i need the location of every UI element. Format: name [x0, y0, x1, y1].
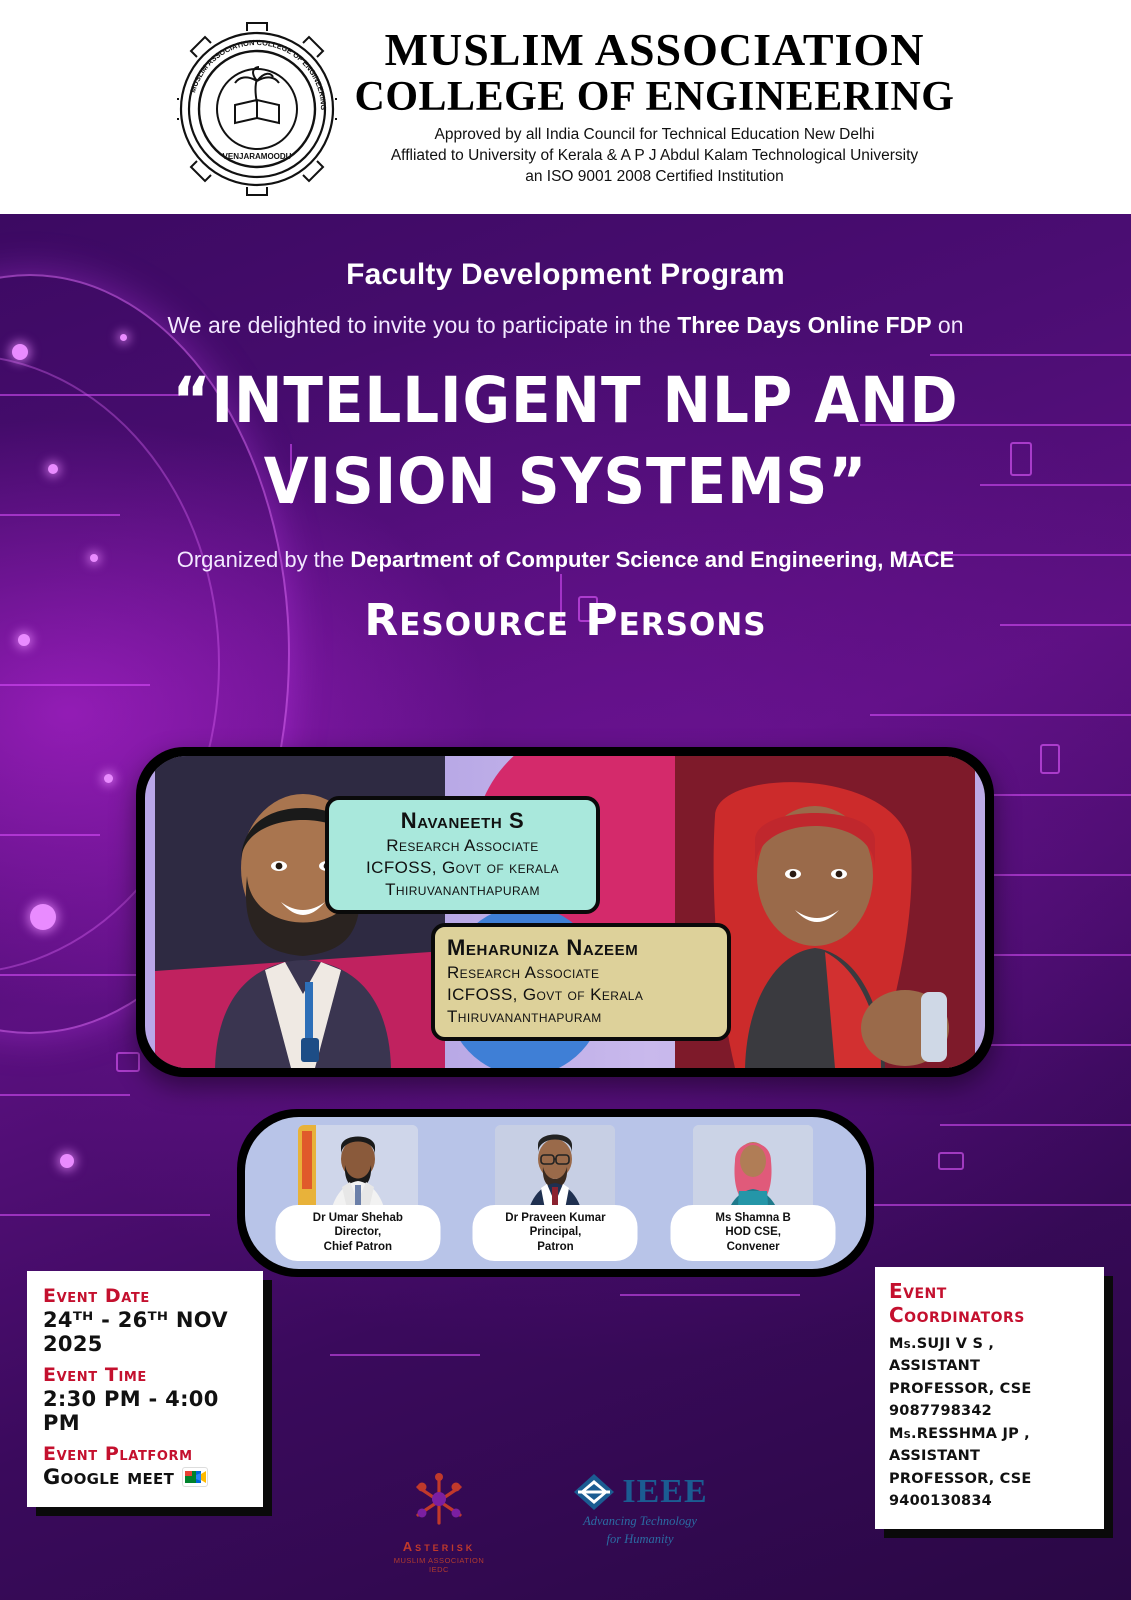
patron-item — [273, 1117, 443, 1269]
ieee-diamond-icon — [572, 1472, 616, 1512]
speaker-1-place: Thiruvananthapuram — [385, 880, 540, 899]
organized-department: Department of Computer Science and Engineering, MACE — [350, 546, 955, 572]
asterisk-subtitle: MUSLIM ASSOCIATION IEDC — [393, 1556, 485, 1574]
invite-suffix: on — [931, 312, 964, 338]
speaker-2-nameplate — [431, 923, 731, 1041]
event-date-value: 24ᵀᴴ - 26ᵀᴴ NOV 2025 — [43, 1308, 228, 1356]
patron-3-designation: HOD CSE, — [725, 1226, 781, 1239]
asterisk-logo — [383, 1469, 495, 1574]
speaker-1-org: ICFOSS, Govt of kerala — [366, 858, 559, 877]
institution-name-line2: COLLEGE OF ENGINEERING — [354, 74, 955, 121]
affiliation-text: Affliated to University of Kerala & A P J Abdul Kalam Technological University — [390, 147, 919, 165]
speaker-2-org: ICFOSS, Govt of Kerala — [447, 985, 644, 1004]
patron-1-label — [275, 1205, 440, 1261]
college-logo — [177, 17, 337, 197]
coordinator-line: 9087798342 — [889, 1403, 992, 1420]
patron-2-name: Dr Praveen Kumar — [505, 1211, 606, 1224]
patron-2-role: Patron — [537, 1240, 574, 1253]
institution-name-line1: MUSLIM ASSOCIATION — [384, 23, 925, 75]
patron-item — [470, 1117, 640, 1269]
college-header — [0, 0, 1131, 214]
resource-persons-heading: Resource Persons — [364, 594, 767, 646]
organizer-text — [0, 547, 1131, 573]
coordinators-title: Event Coordinators — [889, 1279, 1025, 1327]
speaker-2-place: Thiruvananthapuram — [447, 1007, 602, 1026]
google-meet-icon — [182, 1467, 208, 1487]
certification-text: an ISO 9001 2008 Certified Institution — [525, 168, 784, 186]
speaker-2-role: Research Associate — [447, 963, 600, 982]
coordinator-line: ASSISTANT PROFESSOR, CSE — [889, 1448, 1032, 1487]
patron-3-role: Convener — [726, 1240, 780, 1253]
ieee-tagline-line1: Advancing Technology — [583, 1514, 697, 1528]
svg-text:MUSLIM ASSOCIATION COLLEGE OF: MUSLIM ASSOCIATION COLLEGE OF ENGINEERING — [187, 37, 328, 111]
patron-1-role: Chief Patron — [323, 1240, 393, 1253]
fdp-title-line1: “INTELLIGENT NLP AND — [172, 364, 959, 437]
program-type: Faculty Development Program — [346, 258, 785, 291]
coordinator-line: 9400130834 — [889, 1493, 992, 1510]
speaker-2-name: Meharuniza Nazeem — [447, 935, 639, 960]
coordinator-line: Ms.SUJI V S , — [889, 1336, 995, 1352]
ieee-logo — [560, 1472, 720, 1547]
poster-body — [0, 214, 1131, 1600]
ieee-tagline-line2: for Humanity — [606, 1531, 674, 1546]
event-platform-value: Google meet — [43, 1465, 175, 1489]
event-platform-label: Event Platform — [43, 1443, 193, 1465]
approval-text: Approved by all India Council for Technical Education New Delhi — [434, 126, 875, 144]
ieee-wordmark: IEEE — [622, 1473, 708, 1510]
patron-1-name: Dr Umar Shehab — [312, 1211, 403, 1224]
svg-text:VENJARAMOODU: VENJARAMOODU — [222, 152, 291, 161]
patron-3-label — [671, 1205, 836, 1261]
patron-1-designation: Director, — [334, 1226, 382, 1239]
speaker-1-nameplate — [325, 796, 600, 914]
event-date-label: Event Date — [43, 1285, 150, 1307]
patron-2-label — [473, 1205, 638, 1261]
event-details-box — [27, 1271, 263, 1507]
patron-2-designation: Principal, — [529, 1226, 582, 1239]
event-time-label: Event Time — [43, 1364, 147, 1386]
coordinator-line: Ms.RESSHMA JP , — [889, 1425, 1030, 1442]
resource-persons-card — [136, 747, 994, 1077]
invitation-text — [0, 312, 1131, 339]
fdp-title-line2: VISION SYSTEMS” — [263, 444, 868, 518]
patron-3-name: Ms Shamna B — [715, 1211, 791, 1224]
invite-prefix: We are delighted to invite you to participate in the — [167, 312, 678, 338]
patron-item — [668, 1117, 838, 1269]
coordinators-box — [875, 1267, 1104, 1529]
patrons-card — [237, 1109, 874, 1277]
invite-highlight: Three Days Online FDP — [677, 312, 932, 338]
speaker-1-role: Research Associate — [386, 836, 539, 855]
coordinator-line: ASSISTANT PROFESSOR, CSE — [889, 1358, 1032, 1397]
event-time-value: 2:30 PM - 4:00 PM — [43, 1387, 219, 1435]
speaker-1-name: Navaneeth S — [400, 808, 525, 833]
organized-prefix: Organized by the — [176, 546, 351, 572]
asterisk-name: Asterisk — [402, 1539, 476, 1554]
